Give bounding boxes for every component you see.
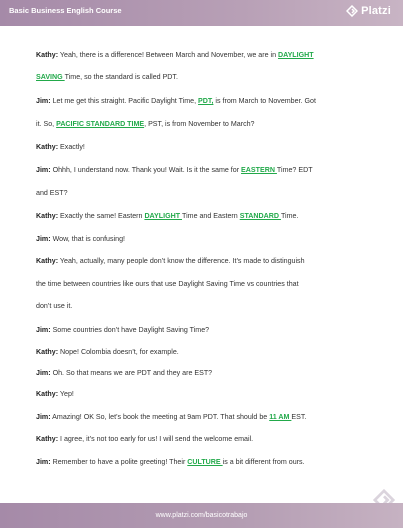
line-text: Yep! (58, 390, 74, 398)
line-text: Remember to have a polite greeting! Their (50, 458, 188, 466)
line-text: Oh. So that means we are PDT and they are EST? (50, 369, 213, 377)
dialogue-line (36, 212, 298, 221)
line-text: the time between countries like ours that use Daylight Saving Time vs countries that (36, 280, 299, 288)
line-text: Time? EDT (276, 166, 313, 174)
dialogue-line (36, 413, 306, 422)
dialogue-line (36, 390, 74, 399)
dialogue-line (36, 235, 125, 244)
speaker-name: Kathy: (36, 51, 59, 59)
dialogue-line (36, 458, 305, 467)
line-text: Yeah, there is a difference! Between March and November, we are in (58, 51, 278, 59)
line-text: Time and Eastern (182, 212, 240, 220)
line-text: I agree, it’s not too early for us! I will send the welcome email. (58, 435, 254, 443)
line-text: Time, so the standard is called PDT. (64, 73, 178, 81)
logo-text: Platzi (361, 5, 391, 17)
highlighted-term: PACIFIC STANDARD TIME (56, 120, 145, 128)
speaker-name: Jim: (36, 326, 51, 334)
dialogue-line (36, 120, 255, 129)
speaker-name: Kathy: (36, 390, 59, 398)
line-text: is from March to November. Got (213, 97, 316, 105)
platzi-logo-icon (346, 5, 358, 17)
line-text: Exactly! (58, 143, 85, 151)
highlighted-term: 11 AM (269, 413, 292, 421)
speaker-name: Kathy: (36, 143, 59, 151)
speaker-name: Jim: (36, 458, 51, 466)
dialogue-line (36, 51, 314, 60)
dialogue-line (36, 326, 209, 335)
line-text: don’t use it. (36, 302, 73, 310)
dialogue-line (36, 369, 212, 378)
line-text: Time. (280, 212, 299, 220)
dialogue-line (36, 435, 253, 444)
dialogue-line (36, 302, 72, 311)
line-text: Yeah, actually, many people don’t know the difference. It’s made to distinguish (58, 257, 305, 265)
course-title: Basic Business English Course (9, 6, 122, 15)
speaker-name: Jim: (36, 166, 51, 174)
highlighted-term: STANDARD (239, 212, 281, 220)
footer-url: www.platzi.com/basicotrabajo (155, 512, 248, 519)
line-text: Nope! Colombia doesn’t, for example. (58, 348, 179, 356)
line-text: , PST, is from November to March? (144, 120, 255, 128)
line-text: it. So, (36, 120, 57, 128)
line-text: Amazing! OK So, let’s book the meeting at 9am PDT. That should be (50, 413, 270, 421)
dialogue-line (36, 257, 305, 266)
page-header (0, 0, 403, 26)
platzi-logo (346, 5, 391, 17)
page-footer (0, 503, 403, 528)
line-text: Some countries don’t have Daylight Saving Time? (50, 326, 210, 334)
line-text: Let me get this straight. Pacific Daylight Time, (50, 97, 199, 105)
dialogue-line (36, 97, 316, 106)
speaker-name: Jim: (36, 413, 51, 421)
highlighted-term: CULTURE (187, 458, 223, 466)
speaker-name: Kathy: (36, 435, 59, 443)
line-text: and EST? (36, 189, 68, 197)
speaker-name: Jim: (36, 97, 51, 105)
highlighted-term: EASTERN (241, 166, 277, 174)
dialogue-line (36, 348, 179, 357)
dialogue-line (36, 166, 313, 175)
highlighted-term: DAYLIGHT (277, 51, 314, 59)
speaker-name: Kathy: (36, 257, 59, 265)
line-text: Wow, that is confusing! (50, 235, 125, 243)
line-text: is a bit different from ours. (222, 458, 305, 466)
speaker-name: Jim: (36, 369, 51, 377)
speaker-name: Jim: (36, 235, 51, 243)
dialogue-line (36, 189, 68, 198)
highlighted-term: SAVING (36, 73, 65, 81)
line-text: Ohhh, I understand now. Thank you! Wait. Is it the same for (50, 166, 242, 174)
highlighted-term: DAYLIGHT (144, 212, 183, 220)
dialogue-line (36, 143, 85, 152)
highlighted-term: PDT, (198, 97, 214, 105)
dialogue-line (36, 73, 178, 82)
line-text: EST. (291, 413, 307, 421)
dialogue-line (36, 280, 299, 289)
line-text: Exactly the same! Eastern (58, 212, 145, 220)
speaker-name: Kathy: (36, 348, 59, 356)
speaker-name: Kathy: (36, 212, 59, 220)
